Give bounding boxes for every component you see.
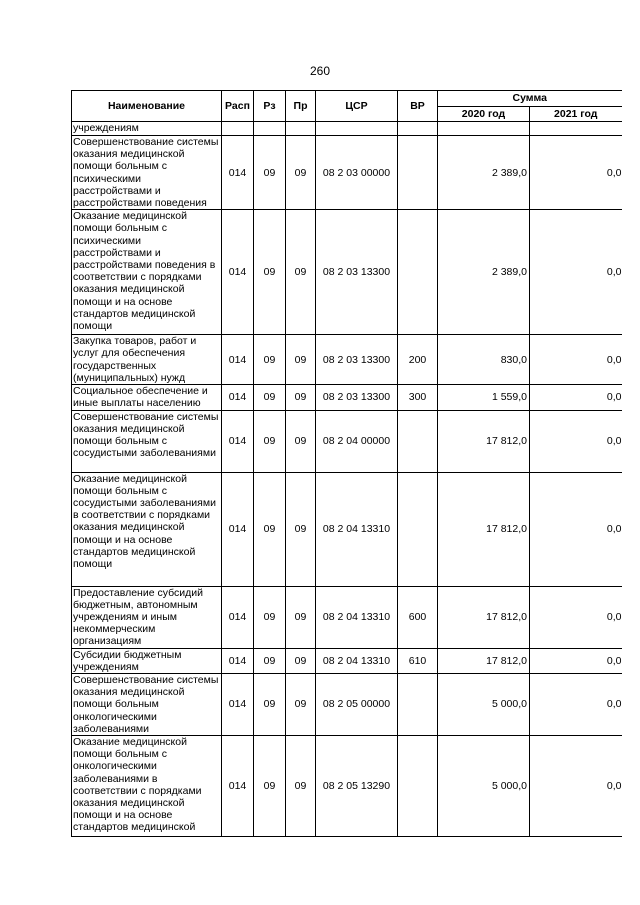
row-2020: 17 812,0 xyxy=(438,648,530,673)
row-rasp: 014 xyxy=(222,648,254,673)
row-2020: 2 389,0 xyxy=(438,136,530,210)
row-pr: 09 xyxy=(286,648,316,673)
row-2021: 0,0 xyxy=(530,674,622,736)
row-rasp: 014 xyxy=(222,472,254,586)
row-2021: 0,0 xyxy=(530,736,622,837)
row-pr: 09 xyxy=(286,335,316,385)
budget-table xyxy=(71,90,622,837)
row-csr: 08 2 03 13300 xyxy=(316,335,398,385)
row-pr: 09 xyxy=(286,586,316,648)
row-2021: 0,0 xyxy=(530,210,622,335)
row-csr: 08 2 04 13310 xyxy=(316,648,398,673)
row-rasp: 014 xyxy=(222,674,254,736)
row-pr: 09 xyxy=(286,674,316,736)
row-rasp: 014 xyxy=(222,136,254,210)
row-csr: 08 2 05 13290 xyxy=(316,736,398,837)
row-name xyxy=(72,736,222,837)
continuation-cell: учреждениям xyxy=(72,122,222,136)
row-name: Предоставление субсидий бюджетным, автономным учреждениям и иным некоммерческим организациям xyxy=(72,586,222,648)
row-name: Оказание медицинской помощи больным с психическими расстройствами и расстройствами поведения в соответствии с порядками оказания медицинской помощи и на основе стандартов медицинской помощи xyxy=(72,210,222,335)
row-2021: 0,0 xyxy=(530,410,622,472)
row-rz: 09 xyxy=(254,210,286,335)
row-name: Совершенствование системы оказания медицинской помощи больным онкологическими заболеваниями xyxy=(72,674,222,736)
row-csr: 08 2 03 13300 xyxy=(316,385,398,410)
row-2021: 0,0 xyxy=(530,472,622,586)
row-vr xyxy=(398,136,438,210)
row-2020: 17 812,0 xyxy=(438,410,530,472)
row-name: Субсидии бюджетным учреждениям xyxy=(72,648,222,673)
row-csr: 08 2 04 13310 xyxy=(316,472,398,586)
header-rz: Рз xyxy=(254,91,286,122)
row-name: Совершенствование системы оказания медицинской помощи больным с сосудистыми заболеваниями xyxy=(72,410,222,472)
row-rasp: 014 xyxy=(222,586,254,648)
row-rasp: 014 xyxy=(222,410,254,472)
page-number: 260 xyxy=(309,64,331,78)
row-name: Социальное обеспечение и иные выплаты населению xyxy=(72,385,222,410)
table-row xyxy=(72,335,622,385)
row-rz: 09 xyxy=(254,736,286,837)
row-vr: 610 xyxy=(398,648,438,673)
row-rz: 09 xyxy=(254,648,286,673)
row-vr: 200 xyxy=(398,335,438,385)
table-row xyxy=(72,410,622,472)
row-rz: 09 xyxy=(254,472,286,586)
row-rz: 09 xyxy=(254,674,286,736)
row-2021: 0,0 xyxy=(530,586,622,648)
row-name: Закупка товаров, работ и услуг для обеспечения государственных (муниципальных) нужд xyxy=(72,335,222,385)
row-rz: 09 xyxy=(254,586,286,648)
header-vr: ВР xyxy=(398,91,438,122)
row-csr: 08 2 04 13310 xyxy=(316,586,398,648)
row-vr xyxy=(398,472,438,586)
row-2021: 0,0 xyxy=(530,648,622,673)
row-rasp: 014 xyxy=(222,736,254,837)
row-csr: 08 2 04 00000 xyxy=(316,410,398,472)
row-csr: 08 2 03 13300 xyxy=(316,210,398,335)
header-2020: 2020 год xyxy=(438,107,530,122)
header-name: Наименование xyxy=(72,91,222,122)
row-rz: 09 xyxy=(254,410,286,472)
row-2021: 0,0 xyxy=(530,136,622,210)
table-row xyxy=(72,472,622,586)
row-vr: 600 xyxy=(398,586,438,648)
row-name: Совершенствование системы оказания медицинской помощи больным с психическими расстройствами и расстройствами поведения xyxy=(72,136,222,210)
row-pr: 09 xyxy=(286,472,316,586)
row-2020: 17 812,0 xyxy=(438,586,530,648)
row-csr: 08 2 03 00000 xyxy=(316,136,398,210)
row-vr: 300 xyxy=(398,385,438,410)
header-csr: ЦСР xyxy=(316,91,398,122)
row-vr xyxy=(398,410,438,472)
row-rz: 09 xyxy=(254,136,286,210)
table-row xyxy=(72,736,622,837)
row-2020: 5 000,0 xyxy=(438,674,530,736)
row-vr xyxy=(398,736,438,837)
row-2020: 1 559,0 xyxy=(438,385,530,410)
header-2021: 2021 год xyxy=(530,107,622,122)
table-row xyxy=(72,136,622,210)
row-rasp: 014 xyxy=(222,385,254,410)
header-sum: Сумма xyxy=(438,91,622,107)
row-pr: 09 xyxy=(286,136,316,210)
row-rasp: 014 xyxy=(222,210,254,335)
row-name-text: Оказание медицинской помощи больным с онкологическими заболеваниями в соответствии с порядками оказания медицинской помощи и на основе стандартов медицинской xyxy=(73,736,202,834)
row-rz: 09 xyxy=(254,385,286,410)
row-pr: 09 xyxy=(286,736,316,837)
row-2021: 0,0 xyxy=(530,385,622,410)
table-row xyxy=(72,586,622,648)
header-pr: Пр xyxy=(286,91,316,122)
row-2021: 0,0 xyxy=(530,335,622,385)
row-rz: 09 xyxy=(254,335,286,385)
row-csr: 08 2 05 00000 xyxy=(316,674,398,736)
table-row xyxy=(72,210,622,335)
row-vr xyxy=(398,674,438,736)
row-rasp: 014 xyxy=(222,335,254,385)
row-vr xyxy=(398,210,438,335)
row-pr: 09 xyxy=(286,210,316,335)
table-row xyxy=(72,674,622,736)
row-2020: 2 389,0 xyxy=(438,210,530,335)
row-pr: 09 xyxy=(286,410,316,472)
row-2020: 17 812,0 xyxy=(438,472,530,586)
row-2020: 830,0 xyxy=(438,335,530,385)
row-2020: 5 000,0 xyxy=(438,736,530,837)
row-pr: 09 xyxy=(286,385,316,410)
row-name: Оказание медицинской помощи больным с сосудистыми заболеваниями в соответствии с порядками оказания медицинской помощи и на основе стандартов медицинской помощи xyxy=(72,472,222,586)
table-row xyxy=(72,648,622,673)
table-row xyxy=(72,385,622,410)
header-rasp: Расп xyxy=(222,91,254,122)
